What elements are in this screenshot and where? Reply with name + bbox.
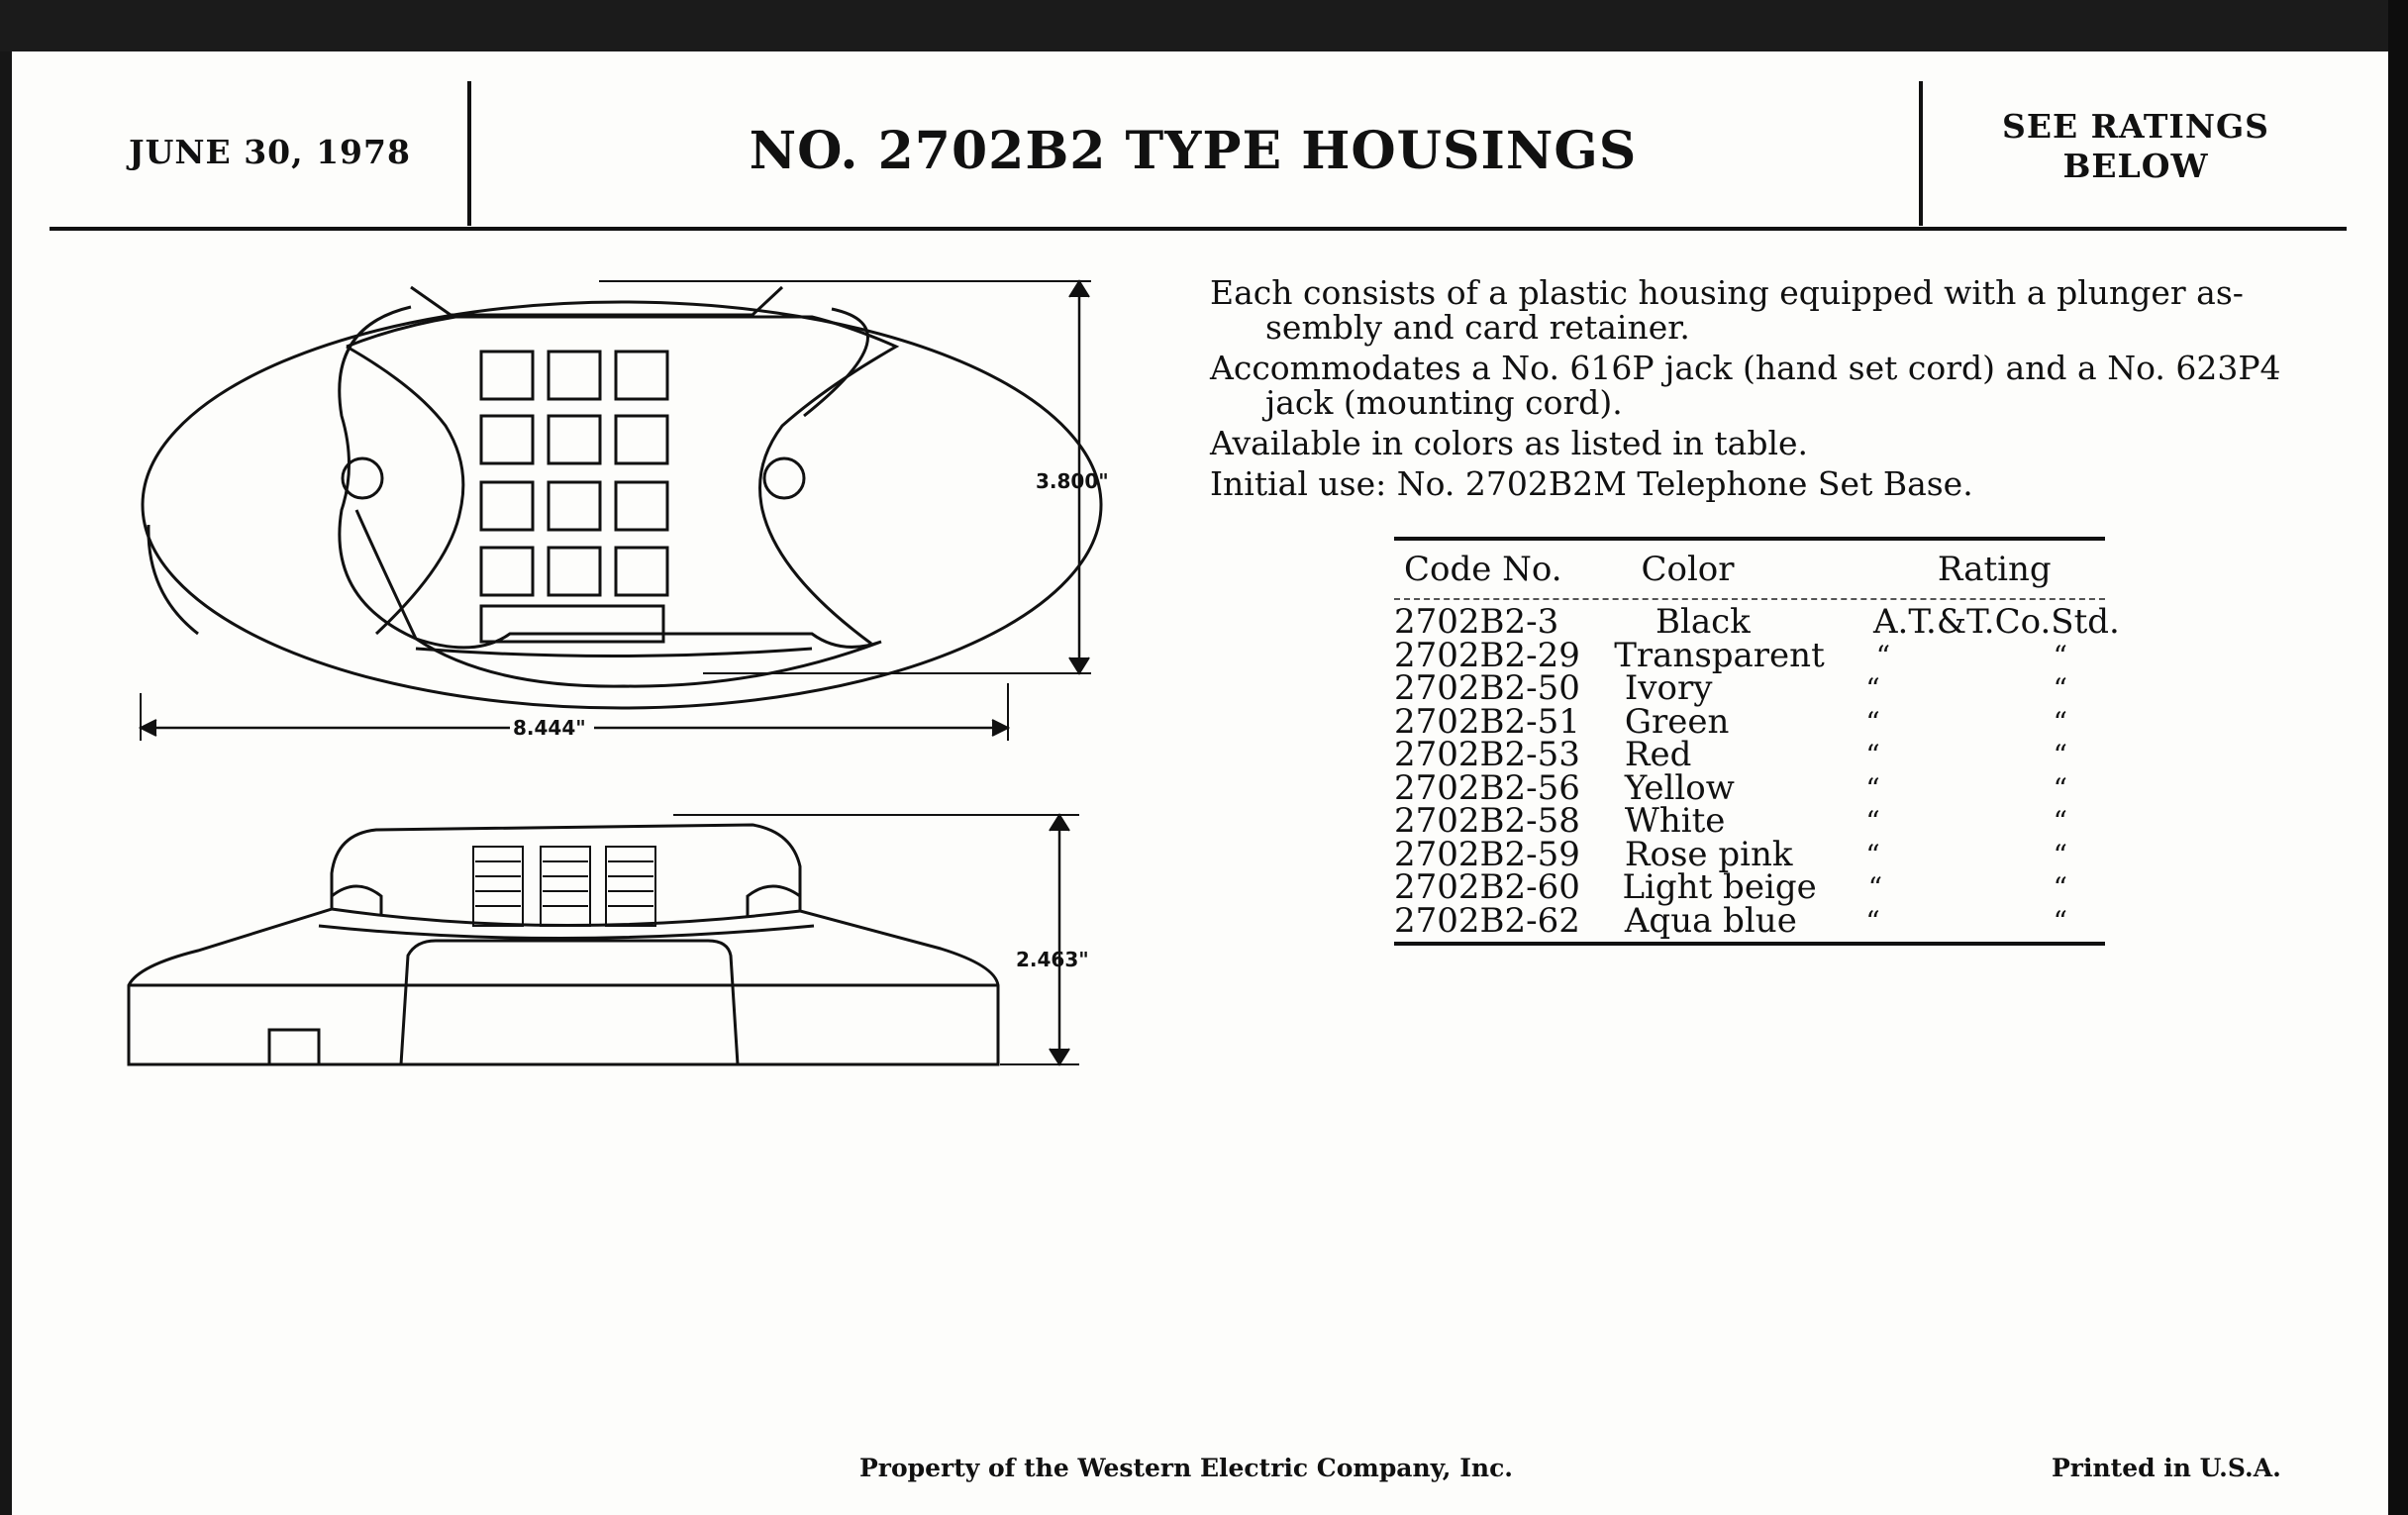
ditto-mark: “ xyxy=(2053,672,2067,705)
row-color: Black xyxy=(1656,602,1751,642)
row-rating-ditto xyxy=(1814,905,2105,939)
row-code: 2702B2-53 xyxy=(1394,735,1580,774)
row-color: Transparent xyxy=(1614,635,1825,675)
ditto-mark: “ xyxy=(1865,805,1880,838)
side-view xyxy=(129,815,1079,1064)
table-row xyxy=(1394,635,2105,675)
table-row xyxy=(1394,602,2120,642)
row-code: 2702B2-62 xyxy=(1394,900,1580,941)
ditto-mark: “ xyxy=(1867,871,1883,904)
row-rating-ditto xyxy=(1814,739,2105,772)
footer-printed: Printed in U.S.A. xyxy=(2052,1454,2281,1482)
row-code: 2702B2-58 xyxy=(1394,801,1580,841)
row-color: Yellow xyxy=(1624,767,1735,808)
ditto-mark: “ xyxy=(1865,771,1880,805)
header-code: Code No. xyxy=(1404,550,1562,589)
table-row xyxy=(1394,801,2105,841)
ditto-mark: “ xyxy=(2053,838,2067,871)
ditto-mark: “ xyxy=(2053,771,2067,805)
header-color: Color xyxy=(1641,550,1735,589)
description-line-4: Initial use: No. 2702B2M Telephone Set Base. xyxy=(1210,464,1973,503)
ditto-mark: “ xyxy=(1865,739,1880,771)
row-rating: A.T.&T.Co.Std. xyxy=(1873,602,2120,642)
row-color: Light beige xyxy=(1622,867,1817,907)
row-color: Aqua blue xyxy=(1624,900,1797,941)
row-code: 2702B2-59 xyxy=(1394,834,1580,874)
ditto-mark: “ xyxy=(2053,805,2067,838)
description xyxy=(1210,275,2309,507)
row-color: Red xyxy=(1624,735,1692,774)
table-row xyxy=(1394,767,2105,808)
row-color: Ivory xyxy=(1624,668,1713,708)
ditto-mark: “ xyxy=(2053,904,2067,938)
row-code: 2702B2-50 xyxy=(1394,668,1580,708)
row-rating-ditto xyxy=(1814,706,2105,740)
table-body xyxy=(1394,600,2120,941)
row-rating-ditto xyxy=(1825,640,2105,673)
height-top-label: 3.800" xyxy=(1036,469,1109,493)
ditto-mark: “ xyxy=(1865,705,1880,739)
width-top-label: 8.444" xyxy=(513,716,586,740)
description-line-2: Accommodates a No. 616P jack (hand set cord) and a No. 623P4 jack (mounting cord). xyxy=(1210,349,2281,422)
height-side-label: 2.463" xyxy=(1016,948,1089,971)
row-rating-ditto xyxy=(1817,871,2105,905)
footer-property: Property of the Western Electric Company, Inc. xyxy=(859,1454,1514,1482)
ditto-mark: “ xyxy=(1865,904,1880,938)
table-header xyxy=(1394,541,2105,600)
row-color: Rose pink xyxy=(1624,834,1793,874)
row-rating-ditto xyxy=(1814,672,2105,706)
ditto-mark: “ xyxy=(1865,838,1880,871)
row-color: Green xyxy=(1624,701,1730,742)
ditto-mark: “ xyxy=(1865,672,1880,705)
ditto-mark: “ xyxy=(1875,639,1891,672)
row-code: 2702B2-60 xyxy=(1394,867,1580,907)
table-row xyxy=(1394,735,2105,774)
row-code: 2702B2-3 xyxy=(1394,602,1559,642)
row-code: 2702B2-51 xyxy=(1394,701,1580,742)
description-line-3: Available in colors as listed in table. xyxy=(1210,424,1809,462)
row-rating-ditto xyxy=(1814,839,2105,872)
color-table xyxy=(1394,537,2120,946)
side-keypad xyxy=(473,847,655,926)
ditto-mark: “ xyxy=(2053,739,2067,771)
ditto-mark: “ xyxy=(2053,639,2067,672)
table-row xyxy=(1394,867,2105,907)
header-rating-line1: SEE RATINGS xyxy=(2001,107,2270,146)
table-row xyxy=(1394,900,2105,941)
header-rating-line2: BELOW xyxy=(2062,147,2209,185)
row-color: White xyxy=(1624,801,1726,841)
header-date: JUNE 30, 1978 xyxy=(129,133,411,171)
table-row xyxy=(1394,668,2105,708)
ditto-mark: “ xyxy=(2053,705,2067,739)
table-row xyxy=(1394,701,2105,742)
table-rule-bottom xyxy=(1394,942,2105,946)
top-view xyxy=(141,281,1101,741)
ditto-mark: “ xyxy=(2053,871,2067,904)
row-code: 2702B2-56 xyxy=(1394,767,1580,808)
header-rating: Rating xyxy=(1937,550,2052,589)
page-title: NO. 2702B2 TYPE HOUSINGS xyxy=(749,121,1638,181)
row-rating-ditto xyxy=(1814,772,2105,806)
table-row xyxy=(1394,834,2105,874)
row-rating-ditto xyxy=(1814,805,2105,839)
row-code: 2702B2-29 xyxy=(1394,635,1580,675)
keypad-buttons xyxy=(481,352,667,642)
description-line-1: Each consists of a plastic housing equipped with a plunger as-sembly and card retainer. xyxy=(1210,273,2244,347)
